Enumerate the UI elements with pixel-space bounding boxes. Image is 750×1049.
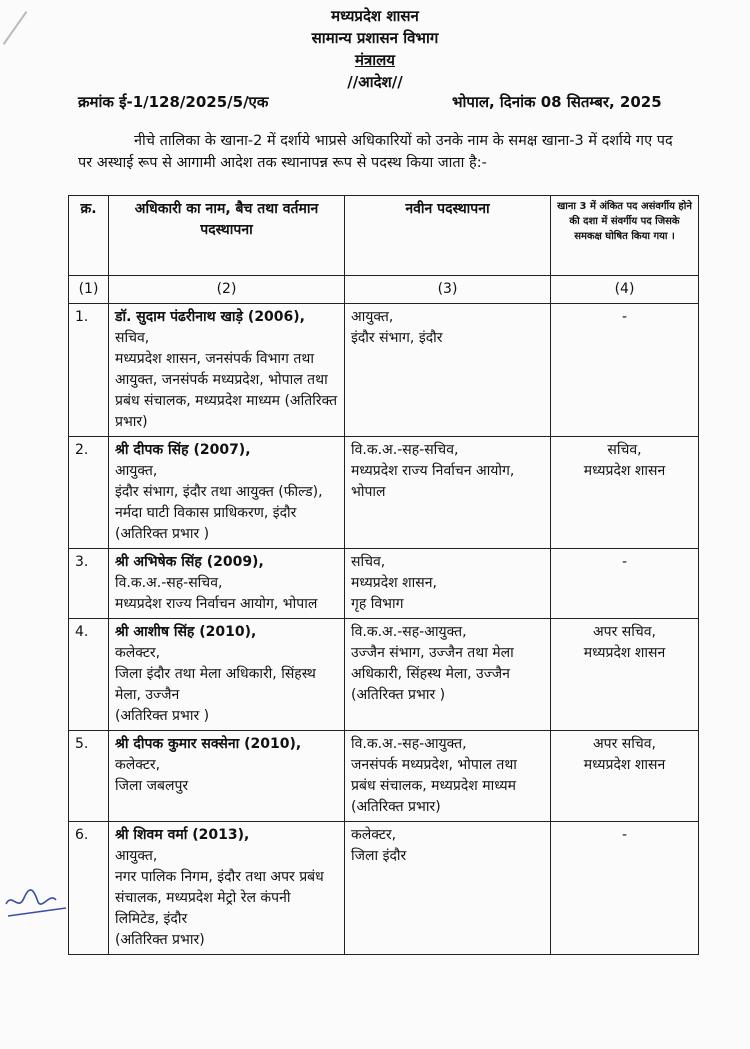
new-posting: कलेक्टर, जिला इंदौर xyxy=(345,822,551,955)
signature-initials xyxy=(2,882,72,922)
table-row xyxy=(69,619,699,731)
equivalent-post: अपर सचिव, मध्यप्रदेश शासन xyxy=(551,619,699,731)
order-title: //आदेश// xyxy=(347,73,403,91)
order-reference: क्रमांक ई-1/128/2025/5/एक xyxy=(78,93,269,111)
officer-name: श्री दीपक कुमार सक्सेना (2010), xyxy=(115,736,302,752)
row-officer xyxy=(109,549,345,619)
current-posting: सचिव, मध्यप्रदेश शासन, जनसंपर्क विभाग तथा आयुक्त, जनसंपर्क मध्यप्रदेश, भोपाल तथा प्रबंध संचालक, मध्यप्रदेश माध्यम (अतिरिक्त प्रभार) xyxy=(115,330,338,430)
equivalent-post: - xyxy=(551,304,699,437)
table-row xyxy=(69,549,699,619)
col-number: (2) xyxy=(109,276,345,304)
row-officer xyxy=(109,731,345,822)
row-officer xyxy=(109,437,345,549)
current-posting: कलेक्टर, जिला इंदौर तथा मेला अधिकारी, सिंहस्थ मेला, उज्जैन (अतिरिक्त प्रभार ) xyxy=(115,645,316,724)
officer-name: श्री अभिषेक सिंह (2009), xyxy=(115,554,264,570)
officer-name: डॉ. सुदाम पंढरीनाथ खाड़े (2006), xyxy=(115,309,306,325)
col-number: (1) xyxy=(69,276,109,304)
equivalent-post: अपर सचिव, मध्यप्रदेश शासन xyxy=(551,731,699,822)
new-posting: वि.क.अ.-सह-आयुक्त, जनसंपर्क मध्यप्रदेश, भोपाल तथा प्रबंध संचालक, मध्यप्रदेश माध्यम (अतिरिक्त प्रभार) xyxy=(345,731,551,822)
equivalent-post: सचिव, मध्यप्रदेश शासन xyxy=(551,437,699,549)
row-sn: 5. xyxy=(69,731,109,822)
row-sn: 2. xyxy=(69,437,109,549)
row-sn: 6. xyxy=(69,822,109,955)
row-officer xyxy=(109,822,345,955)
table-row xyxy=(69,437,699,549)
department-title: सामान्य प्रशासन विभाग xyxy=(311,29,439,47)
current-posting: आयुक्त, नगर पालिक निगम, इंदौर तथा अपर प्रबंध संचालक, मध्यप्रदेश मेट्रो रेल कंपनी लिमिटेड, इंदौर (अतिरिक्त प्रभार) xyxy=(115,848,324,948)
new-posting: वि.क.अ.-सह-सचिव, मध्यप्रदेश राज्य निर्वाचन आयोग, भोपाल xyxy=(345,437,551,549)
header-sn: क्र. xyxy=(69,196,109,276)
ministry-title: मंत्रालय xyxy=(354,51,395,69)
row-officer xyxy=(109,619,345,731)
row-sn: 4. xyxy=(69,619,109,731)
col-number: (3) xyxy=(345,276,551,304)
equivalent-post: - xyxy=(551,549,699,619)
header-new-posting: नवीन पदस्थापना xyxy=(345,196,551,276)
posting-table xyxy=(68,195,699,955)
row-sn: 1. xyxy=(69,304,109,437)
table-row xyxy=(69,822,699,955)
current-posting: कलेक्टर, जिला जबलपुर xyxy=(115,757,189,794)
col-number: (4) xyxy=(551,276,699,304)
table-row xyxy=(69,304,699,437)
header-equivalent-post: खाना 3 में अंकित पद असंवर्गीय होने की दशा में संवर्गीय पद जिसके समकक्ष घोषित किया गया । xyxy=(551,196,699,276)
new-posting: वि.क.अ.-सह-आयुक्त, उज्जैन संभाग, उज्जैन तथा मेला अधिकारी, सिंहस्थ मेला, उज्जैन (अतिरिक्त प्रभार ) xyxy=(345,619,551,731)
table-row xyxy=(69,731,699,822)
current-posting: आयुक्त, इंदौर संभाग, इंदौर तथा आयुक्त (फील्ड), नर्मदा घाटी विकास प्राधिकरण, इंदौर (अतिरिक्त प्रभार ) xyxy=(115,463,323,542)
current-posting: वि.क.अ.-सह-सचिव, मध्यप्रदेश राज्य निर्वाचन आयोग, भोपाल xyxy=(115,575,318,612)
govt-title: मध्यप्रदेश शासन xyxy=(331,7,419,25)
header-officer: अधिकारी का नाम, बैच तथा वर्तमान पदस्थापना xyxy=(109,196,345,276)
equivalent-post: - xyxy=(551,822,699,955)
order-paragraph: नीचे तालिका के खाना-2 में दर्शाये भाप्रसे अधिकारियों को उनके नाम के समक्ष खाना-3 में दर्शाये गए पद पर अस्थाई रूप से आगामी आदेश तक स्थानापन्न रूप से पदस्थ किया जाता है:- xyxy=(78,133,673,171)
table-header-row xyxy=(69,196,699,276)
officer-name: श्री आशीष सिंह (2010), xyxy=(115,624,257,640)
officer-name: श्री दीपक सिंह (2007), xyxy=(115,442,251,458)
officer-name: श्री शिवम वर्मा (2013), xyxy=(115,827,250,843)
column-number-row xyxy=(69,276,699,304)
new-posting: सचिव, मध्यप्रदेश शासन, गृह विभाग xyxy=(345,549,551,619)
new-posting: आयुक्त, इंदौर संभाग, इंदौर xyxy=(345,304,551,437)
row-sn: 3. xyxy=(69,549,109,619)
row-officer xyxy=(109,304,345,437)
order-date: भोपाल, दिनांक 08 सितम्बर, 2025 xyxy=(452,93,662,111)
